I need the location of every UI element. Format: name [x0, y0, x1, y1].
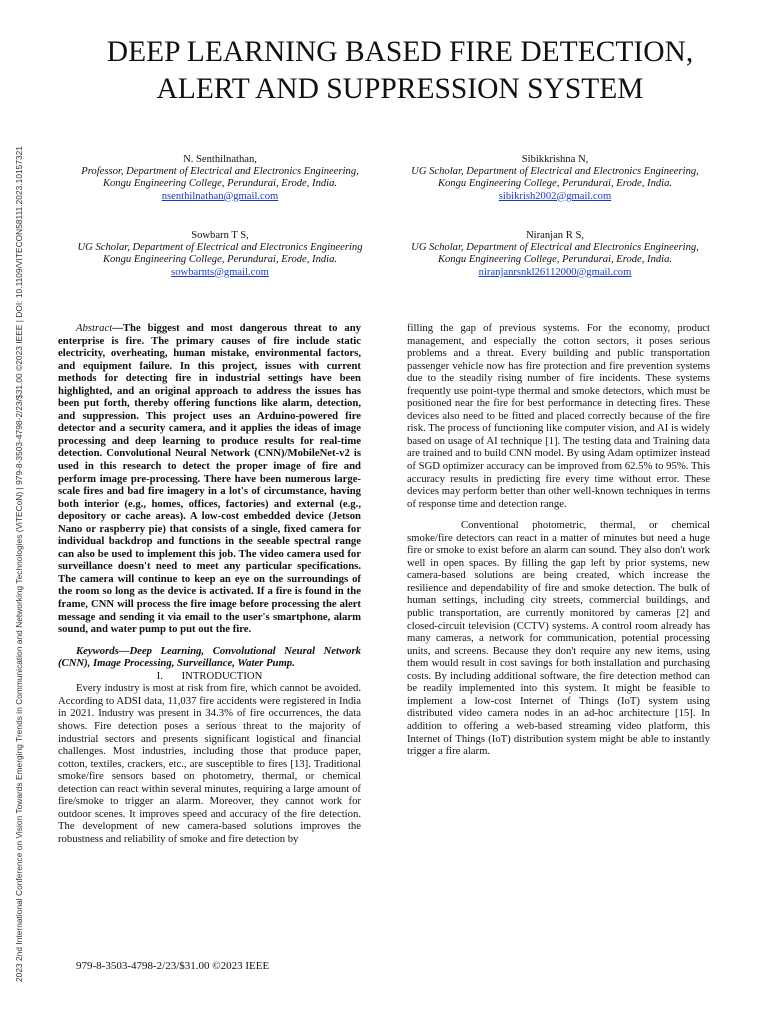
- author-affiliation: UG Scholar, Department of Electrical and Electronics Engineering, Kongu Engineering College, Perundurai, Erode, India.: [411, 166, 699, 190]
- author-name: N. Senthilnathan,: [183, 154, 257, 165]
- author-name: Niranjan R S,: [526, 230, 584, 241]
- keywords-text: —Deep Learning, Convolutional Neural Network (CNN), Image Processing, Surveillance, Water Pump.: [58, 644, 361, 670]
- author-block-2: [405, 154, 705, 203]
- keywords: [58, 645, 361, 670]
- author-affiliation: UG Scholar, Department of Electrical and Electronics Engineering, Kongu Engineering College, Perundurai, Erode, India.: [411, 242, 699, 266]
- conference-side-note: 2023 2nd International Conference on Vision Towards Emerging Trends in Communication and Networking Technologies (ViTECoN) | 979-8-3503-4798-2/23/$31.00 ©2023 IEEE | DOI: 10.1109/VITECON58111.2023.10157321: [14, 146, 24, 982]
- author-affiliation: UG Scholar, Department of Electrical and Electronics Engineering Kongu Engineering College, Perundurai, Erode, India.: [77, 242, 363, 266]
- intro-paragraph-1: Every industry is most at risk from fire, which cannot be avoided. According to ADSI data, 11,037 fire accidents were registered in India in 2021. Industry was present in 34.3% of fire occurrences, the data shows. Fire detection poses a serious threat to the majority of industrial sectors and presents significant logistical and financial challenges. Most industries, including those that produce paper, cotton, textiles, crackers, etc., are susceptible to fires [13]. Traditional smoke/fire sensors based on photometry, thermal, or chemical detection can react within several minutes, requiring a large amount of fire/smoke to trigger an alarm. Moreover, they cannot work for outdoor scenes. It improves speed and accuracy of the fire detection. The development of new camera-based solutions improves the robustness and reliability of smoke and fire detection by: [58, 682, 361, 845]
- abstract-dash: —: [112, 322, 123, 334]
- author-email[interactable]: sibikrish2002@gmail.com: [498, 190, 612, 202]
- left-column: [58, 322, 361, 845]
- author-name: Sibikkrishna N,: [521, 154, 589, 165]
- right-column: [407, 322, 710, 758]
- title-line-2: ALERT AND SUPPRESSION SYSTEM: [156, 73, 644, 105]
- author-email[interactable]: sowbarnts@gmail.com: [171, 266, 269, 278]
- author-email[interactable]: niranjanrsnkl26112000@gmail.com: [478, 266, 632, 278]
- intro-paragraph-2: filling the gap of previous systems. For the economy, product management, and especially the cotton sectors, it poses serious problems and a threat. Every building and public transportation passenger vehicle now has fire protection and fire prevention systems due to the steadily rising number of fire incidents. These systems frequently use point-type thermal and smoke detectors, which must be positioned near the fire for best performance in detecting fires. These devices also need to be fitted and placed correctly because of the fire risk. The process of functioning like computer vision, and AI is widely based on usage of AI technique [1]. The testing data and Training data are trained and to build CNN model. By using Adam optimizer instead of SGD optimizer accuracy can be improved from 62.5% to 95%. This accuracy results in predicting fire every time without error. These devices may perform better than other well-known techniques in terms of response time and detection range.: [407, 322, 710, 510]
- paper-title: [60, 34, 740, 108]
- author-block-1: [70, 154, 370, 203]
- title-line-1: DEEP LEARNING BASED FIRE DETECTION,: [106, 36, 694, 68]
- author-block-4: [405, 230, 705, 279]
- intro-paragraph-3: Conventional photometric, thermal, or chemical smoke/fire detectors can react in a matter of minutes but need a huge fire or smoke to exist before an alarm can sound. They also don't work well in open spaces. By filling the gap left by prior systems, new camera-based solutions are being created, which increase the resilience and dependability of fire and smoke detection. The bulk of human settings, including city streets, commercial buildings, and public transportation, are currently monitored by cameras [2] and closed-circuit television (CCTV) systems. A control room already has many cameras, a network for communication, potential processing units, and screens. Because they don't require any new items, using them would result in cost savings for both installation and purchasing costs. By including additional software, the fire detection method can be readily implemented into this system. It might be feasible to implement a low-cost Internet of Things (IoT) system using distributed video camera nodes in an ad-hoc architecture [15]. In addition to offering a web-based streaming video platform, this Internet of Things (IoT) distribution system might be able to instantly trigger a fire alarm.: [407, 519, 710, 758]
- author-email[interactable]: nsenthilnathan@gmail.com: [161, 190, 279, 202]
- section-heading-introduction: I. INTRODUCTION: [156, 669, 263, 682]
- author-block-3: [70, 230, 370, 279]
- abstract-text: The biggest and most dangerous threat to any enterprise is fire. The primary causes of fire include static electricity, overheating, human mistake, environmental factors, and equipment failure. In this project, issues with current methods for detecting fire in industrial settings have been highlighted, and an original approach to address the issues has been put forth, thereby offering functions like alarm, detection, and suppression. This project uses an Arduino-powered fire detector and a security camera, and it applies the ideas of image processing and deep learning to produce results for real-time detection. Convolutional Neural Network (CNN)/MobileNet-v2 is used in this research to detect the proper image of fire and perform image pre-processing. There have been numerous large-scale fires and bad fire imagery in a lot's of circumstance, having both interior (e.g., homes, offices, factories) and external (e.g., depository or cache areas). A low-cost embedded device (Jetson Nano or raspberry pie) that consists of a single, fixed camera for individual backdrop and functions in the seeable spectral range can also be used to implement this job. The video camera used for surveillance doesn't need to meet any particular specifications. The camera will continue to keep an eye on the surroundings of the room so long as the device is activated. If a fire is found in the frame, CNN will process the fire image before processing the alert message and sending it via email to the user's smartphone, alarm sound, and water pump to put out the fire.: [58, 322, 361, 636]
- author-name: Sowbarn T S,: [191, 230, 249, 241]
- author-affiliation: Professor, Department of Electrical and Electronics Engineering, Kongu Engineering College, Perundurai, Erode, India.: [81, 166, 359, 190]
- copyright-footer: 979-8-3503-4798-2/23/$31.00 ©2023 IEEE: [76, 960, 270, 972]
- abstract: [58, 322, 361, 636]
- abstract-label: Abstract: [76, 322, 113, 334]
- keywords-label: Keywords: [76, 644, 119, 657]
